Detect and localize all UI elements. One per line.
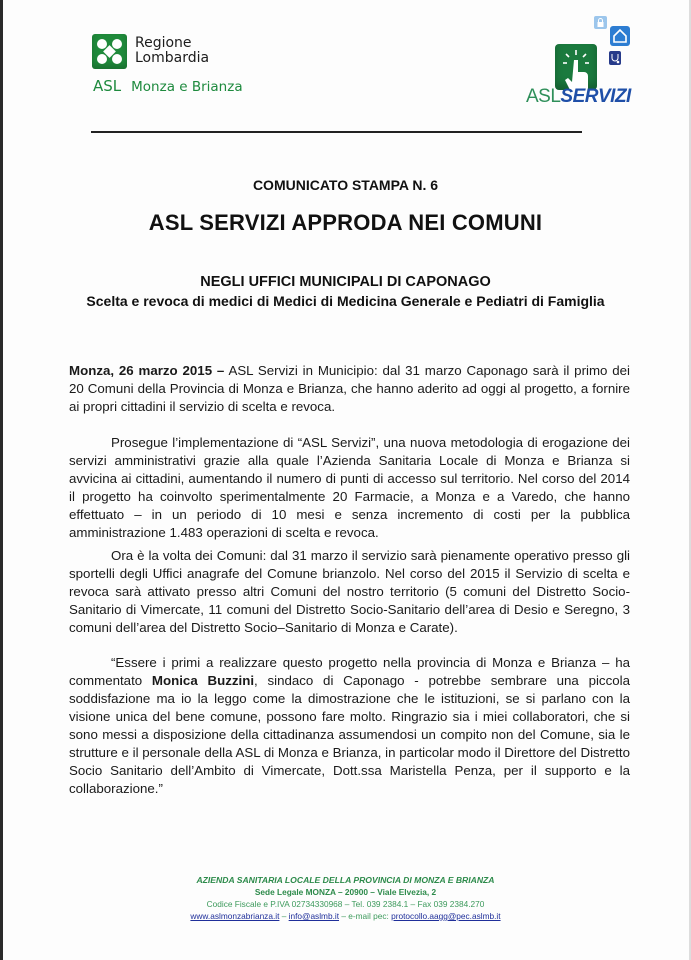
- paragraph-3-text: Ora è la volta dei Comuni: dal 31 marzo il servizio sarà pienamente operativo presso gli sportelli degli Uffici anagrafe del Comune brianzolo. Nel corso del 2015 il Servizio di scelta e revoca sarà attivato presso altri Comuni del nostro territorio (5 comuni del Distretto Socio-Sanitario di Vimercate, 11 comuni del Distretto Socio-Sanitario dell’area di Desio e Seregno, 3 comuni dell’area del Distretto Socio–Sanitario di Monza e Carate).: [69, 548, 630, 635]
- paragraph-4-quote: [69, 654, 630, 798]
- document-subtitle-2: Scelta e revoca di medici di Medici di Medicina Generale e Pediatri di Famiglia: [86, 293, 605, 309]
- footer-contacts: [0, 910, 691, 922]
- org-line-2: Lombardia: [135, 50, 210, 66]
- page-left-border: [0, 0, 3, 960]
- lock-icon: [594, 16, 607, 29]
- pec-label: – e-mail pec:: [339, 911, 392, 921]
- document-subtitle: NEGLI UFFICI MUNICIPALI DI CAPONAGO: [200, 274, 491, 290]
- asl-area: Monza e Brianza: [131, 79, 243, 95]
- footer-org-name: AZIENDA SANITARIA LOCALE DELLA PROVINCIA DI MONZA E BRIANZA: [196, 875, 495, 885]
- press-release-number: COMUNICATO STAMPA N. 6: [252, 177, 439, 193]
- brand-asl: ASL: [526, 86, 561, 107]
- lombardia-rose-icon: [92, 34, 127, 69]
- paragraph-2-text: Prosegue l’implementazione di “ASL Servizi”, una nuova metodologia di erogazione dei servizi amministrativi grazie alla quale l’Azienda Sanitaria Locale di Monza e Brianza si avvicina ai cittadini, aumentando il numero di punti di accesso sul territorio. Nel corso del 2014 il progetto ha coinvolto sperimentalmente 20 Farmacie, a Monza e a Varedo, che hanno effettuato – in un periodo di 10 mesi e senza incremento di costi per la pubblica amministrazione 1.483 operazioni di scelta e revoca.: [69, 435, 630, 540]
- brand-servizi: SERVIZI: [560, 86, 631, 107]
- separator: –: [279, 911, 289, 921]
- regione-lombardia-name: [135, 36, 209, 66]
- paragraph-1: [69, 362, 630, 416]
- paragraph-2: [69, 434, 630, 542]
- document-title: ASL SERVIZI APPRODA NEI COMUNI: [148, 210, 543, 235]
- asl-label: ASL: [93, 77, 122, 95]
- pec-email-link[interactable]: protocollo.aagg@pec.aslmb.it: [391, 911, 501, 921]
- asl-servizi-wordmark: [526, 86, 631, 108]
- asl-monza-brianza-label: [93, 77, 243, 95]
- quote-text-end: , sindaco di Caponago - potrebbe sembrare una piccola soddisfazione ma io la leggo come la dimostrazione che le istituzioni, se si parlano con la visione unica del bene comune, possono fare molto. Ringrazio sia i miei collaboratori, che si sono messi a disposizione della cittadinanza assumendosi un compito non del Comune, sia le strutture e il personale della ASL di Monza e Brianza, in particolar modo il Direttore del Distretto Socio Sanitario dell’Ambito di Vimercate, Dott.ssa Maristella Penza, per il supporto e la collaborazione.”: [69, 673, 630, 796]
- footer-fiscal-info: Codice Fiscale e P.IVA 02734330968 – Tel. 039 2384.1 – Fax 039 2384.270: [206, 899, 485, 909]
- quoted-person-name: Monica Buzzini: [151, 673, 255, 688]
- touch-hand-icon: [555, 44, 597, 90]
- stethoscope-icon: [609, 51, 621, 65]
- quote-text-start: “Essere i primi a realizzare questo progetto nella provincia di Monza e Brianza – ha commentato: [69, 655, 630, 688]
- email-link[interactable]: info@aslmb.it: [288, 911, 340, 921]
- asl-servizi-logo: [522, 14, 640, 110]
- home-icon: [610, 26, 630, 46]
- footer-address: Sede Legale MONZA – 20900 – Viale Elvezia, 2: [254, 887, 437, 897]
- dateline: Monza, 26 marzo 2015 –: [69, 363, 225, 378]
- paragraph-1-text: ASL Servizi in Municipio: dal 31 marzo Caponago sarà il primo dei 20 Comuni della Provincia di Monza e Brianza, che hanno aderito ad oggi al progetto, a fornire ai propri cittadini il servizio di scelta e revoca.: [69, 363, 631, 414]
- website-link[interactable]: www.aslmonzabrianza.it: [190, 911, 280, 921]
- paragraph-3: [69, 547, 630, 637]
- header-divider: [91, 131, 582, 133]
- org-line-1: Regione: [135, 35, 192, 51]
